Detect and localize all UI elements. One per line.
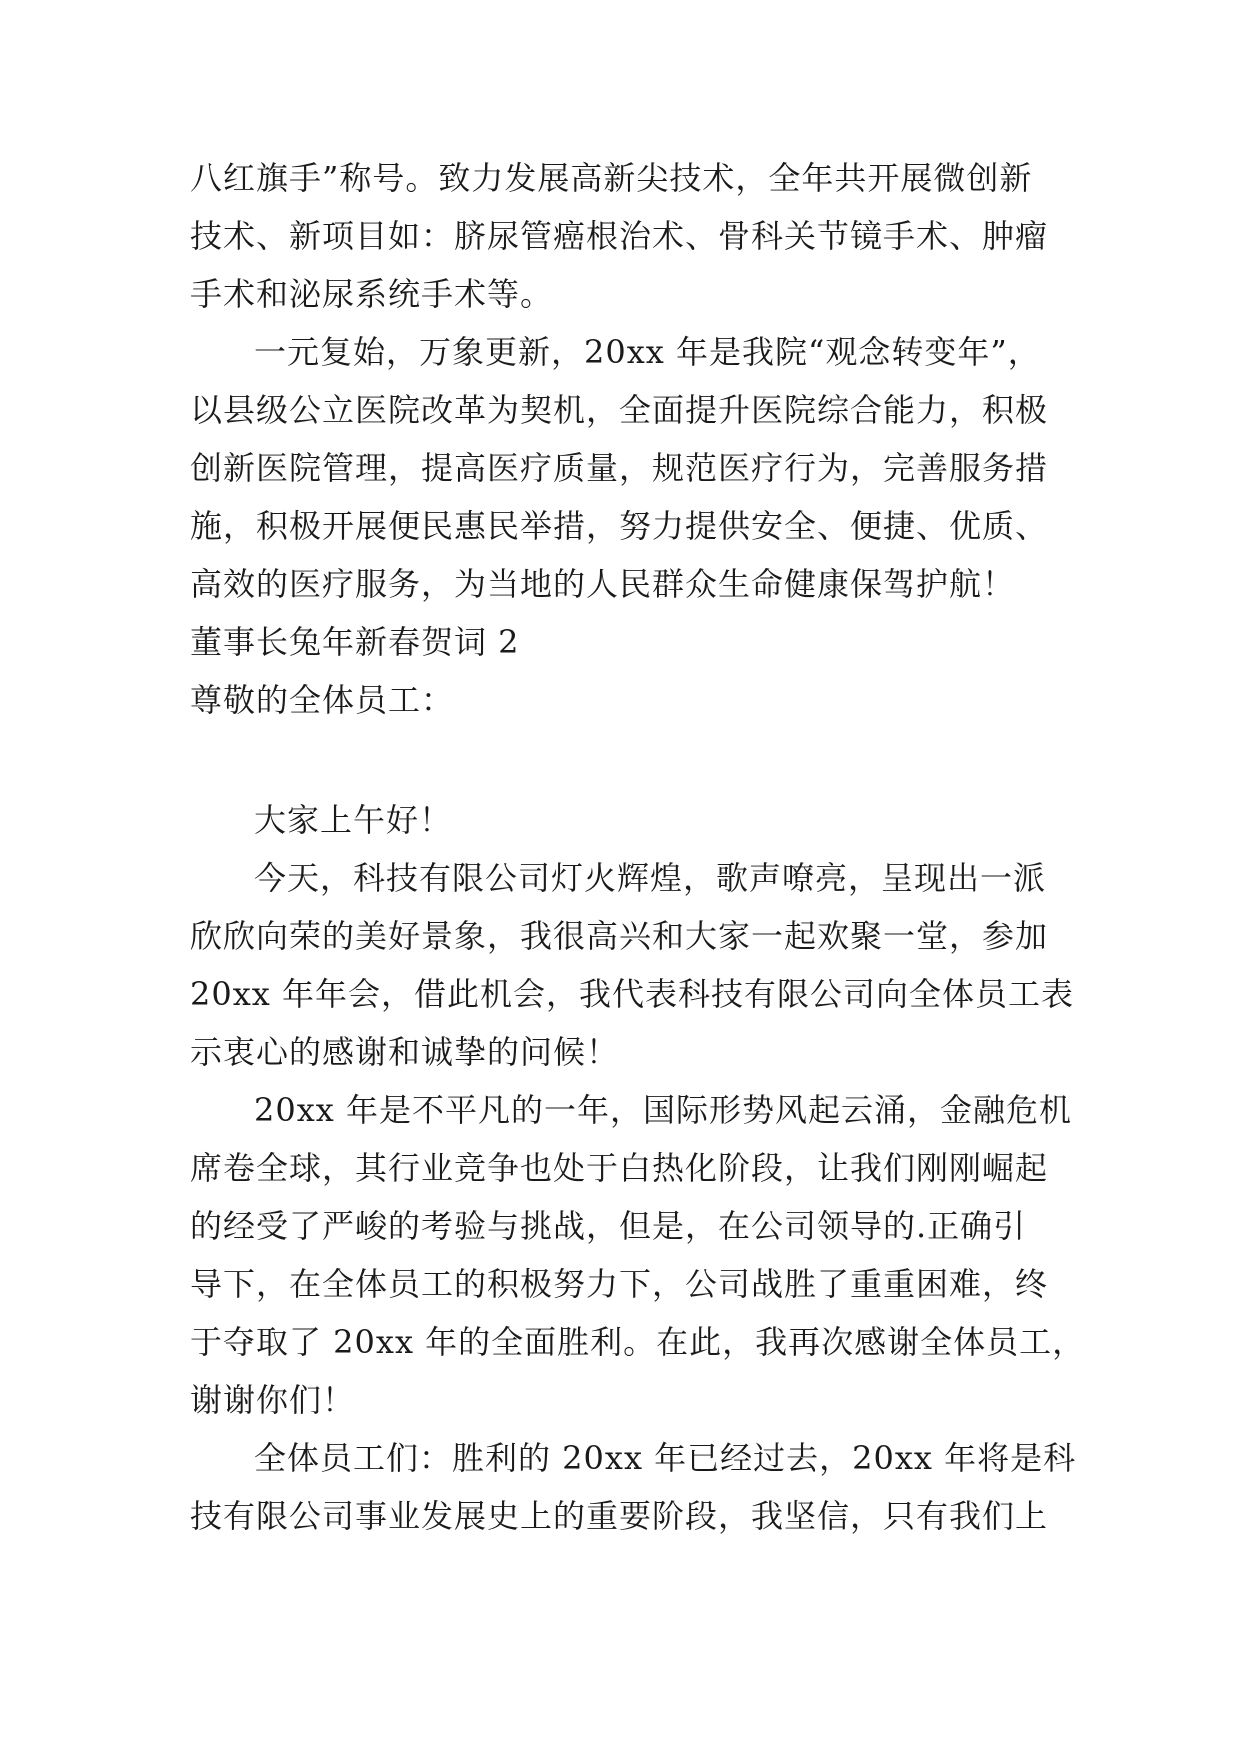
text-line: 20xx 年年会，借此机会，我代表科技有限公司向全体员工表 (190, 975, 1074, 1013)
paragraph-start-line: 全体员工们：胜利的 20xx 年已经过去，20xx 年将是科 (254, 1439, 1077, 1477)
paragraph-start-line: 一元复始，万象更新，20xx 年是我院“观念转变年”， (254, 333, 1041, 371)
text-line: 技术、新项目如：脐尿管癌根治术、骨科关节镜手术、肿瘤 (190, 217, 1049, 255)
text-line: 创新医院管理，提高医疗质量，规范医疗行为，完善服务措 (190, 449, 1049, 487)
text-line: 高效的医疗服务，为当地的人民群众生命健康保驾护航！ (190, 565, 1016, 603)
text-line: 示衷心的感谢和诚挚的问候！ (190, 1033, 620, 1071)
text-line: 的经受了严峻的考验与挑战，但是，在公司领导的.正确引 (190, 1207, 1027, 1245)
paragraph-start-line: 今天，科技有限公司灯火辉煌，歌声嘹亮，呈现出一派 (254, 859, 1047, 897)
text-line: 手术和泌尿系统手术等。 (190, 275, 554, 313)
salutation: 尊敬的全体员工： (190, 681, 455, 719)
text-line: 导下，在全体员工的积极努力下，公司战胜了重重困难，终 (190, 1265, 1049, 1303)
text-line: 施，积极开展便民惠民举措，努力提供安全、便捷、优质、 (190, 507, 1049, 545)
text-line: 八红旗手”称号。致力发展高新尖技术，全年共开展微创新 (190, 159, 1033, 197)
text-line: 以县级公立医院改革为契机，全面提升医院综合能力，积极 (190, 391, 1049, 429)
section-title: 董事长兔年新春贺词 2 (190, 623, 520, 661)
text-line: 技有限公司事业发展史上的重要阶段，我坚信，只有我们上 (190, 1497, 1049, 1535)
paragraph-start-line: 20xx 年是不平凡的一年，国际形势风起云涌，金融危机 (254, 1091, 1072, 1129)
text-line: 欣欣向荣的美好景象，我很高兴和大家一起欢聚一堂，参加 (190, 917, 1049, 955)
text-line: 席卷全球，其行业竞争也处于白热化阶段，让我们刚刚崛起 (190, 1149, 1049, 1187)
text-line: 谢谢你们！ (190, 1381, 356, 1419)
text-line: 于夺取了 20xx 年的全面胜利。在此，我再次感谢全体员工， (190, 1323, 1086, 1361)
greeting-line: 大家上午好！ (254, 801, 453, 839)
